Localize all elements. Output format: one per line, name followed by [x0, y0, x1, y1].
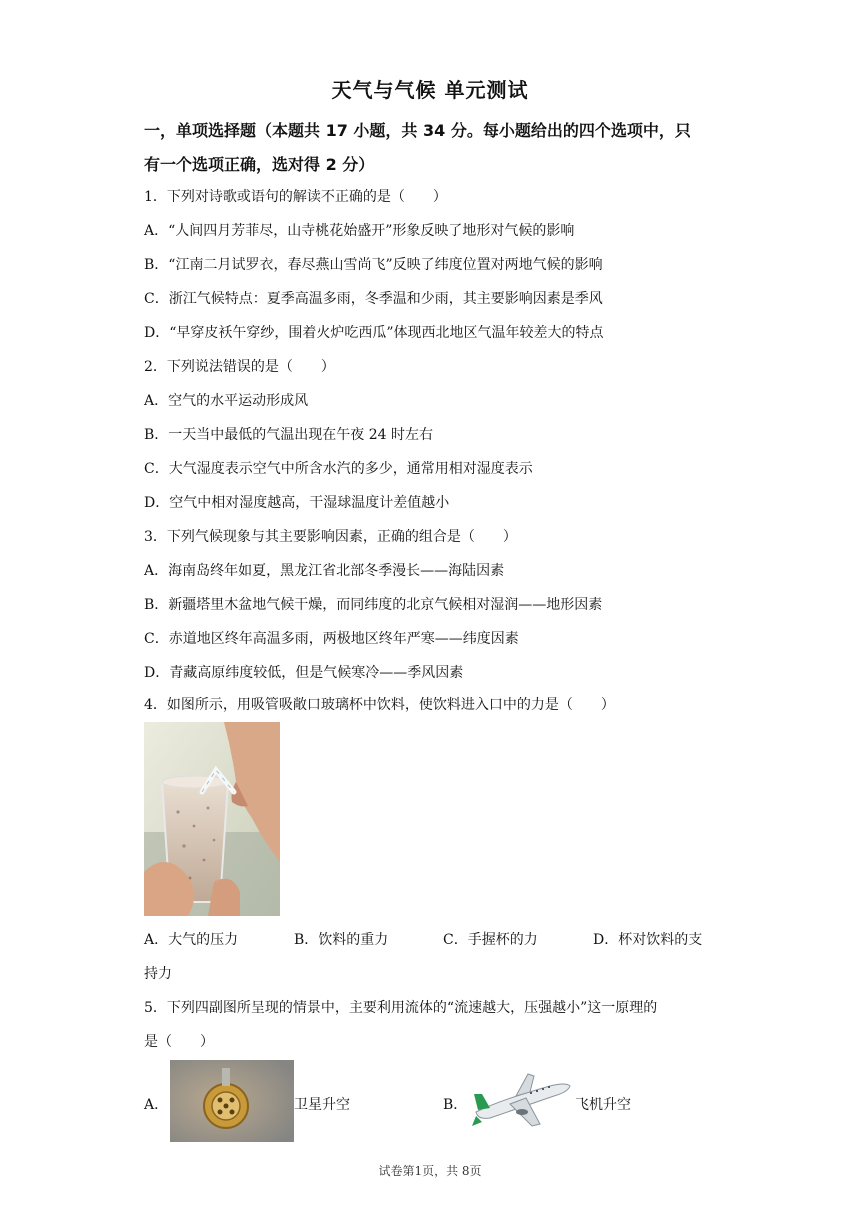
q3-option-d: D．青藏高原纬度较低，但是气候寒冷——季风因素 — [144, 665, 464, 681]
q2-option-c: C．大气湿度表示空气中所含水汽的多少，通常用相对湿度表示 — [144, 461, 533, 477]
satellite-photo — [170, 1060, 294, 1142]
q5-stem-line2: 是（ ） — [144, 1034, 214, 1050]
q3-option-b: B．新疆塔里木盆地气候干燥，而同纬度的北京气候相对湿润——地形因素 — [144, 597, 603, 613]
q3-stem: 3．下列气候现象与其主要影响因素，正确的组合是（ ） — [144, 529, 517, 545]
page-footer: 试卷第1页，共 8页 — [378, 1164, 482, 1178]
q5-option-a-text: 卫星升空 — [294, 1097, 350, 1113]
q5-option-b-text: 飞机升空 — [575, 1097, 631, 1113]
q1-option-b: B．“江南二月试罗衣，春尽燕山雪尚飞”反映了纬度位置对两地气候的影响 — [144, 257, 603, 273]
section-heading-line1: 一，单项选择题（本题共 17 小题，共 34 分。每小题给出的四个选项中，只 — [144, 121, 691, 140]
q5-option-a-letter: A． — [144, 1097, 169, 1113]
q4-option-c: C．手握杯的力 — [443, 932, 538, 948]
q1-stem: 1．下列对诗歌或语句的解读不正确的是（ ） — [144, 189, 447, 205]
q5-stem-line1: 5．下列四副图所呈现的情景中，主要利用流体的“流速越大，压强越小”这一原理的 — [144, 1000, 658, 1016]
q4-option-d: D．杯对饮料的支 — [593, 932, 703, 948]
airplane-photo — [470, 1064, 574, 1134]
q4-option-d-continued: 持力 — [144, 966, 172, 982]
q2-stem: 2．下列说法错误的是（ ） — [144, 359, 335, 375]
q1-option-c: C．浙江气候特点：夏季高温多雨，冬季温和少雨，其主要影响因素是季风 — [144, 291, 603, 307]
q1-option-d: D．“早穿皮袄午穿纱，围着火炉吃西瓜”体现西北地区气温年较差大的特点 — [144, 325, 604, 341]
q2-option-a: A．空气的水平运动形成风 — [144, 393, 309, 409]
q2-option-d: D．空气中相对湿度越高，干湿球温度计差值越小 — [144, 495, 450, 511]
q5-option-b-letter: B． — [443, 1097, 468, 1113]
q3-option-a: A．海南岛终年如夏，黑龙江省北部冬季漫长——海陆因素 — [144, 563, 505, 579]
q4-option-a: A．大气的压力 — [144, 932, 239, 948]
q4-option-b: B．饮料的重力 — [294, 932, 389, 948]
q3-option-c: C．赤道地区终年高温多雨，两极地区终年严寒——纬度因素 — [144, 631, 519, 647]
drinking-straw-photo — [144, 722, 280, 916]
q1-option-a: A．“人间四月芳菲尽，山寺桃花始盛开”形象反映了地形对气候的影响 — [144, 223, 575, 239]
q4-stem: 4．如图所示，用吸管吸敞口玻璃杯中饮料，使饮料进入口中的力是（ ） — [144, 697, 615, 713]
page-title: 天气与气候 单元测试 — [331, 78, 529, 102]
q2-option-b: B．一天当中最低的气温出现在午夜 24 时左右 — [144, 427, 434, 443]
section-heading-line2: 有一个选项正确，选对得 2 分） — [144, 155, 375, 174]
